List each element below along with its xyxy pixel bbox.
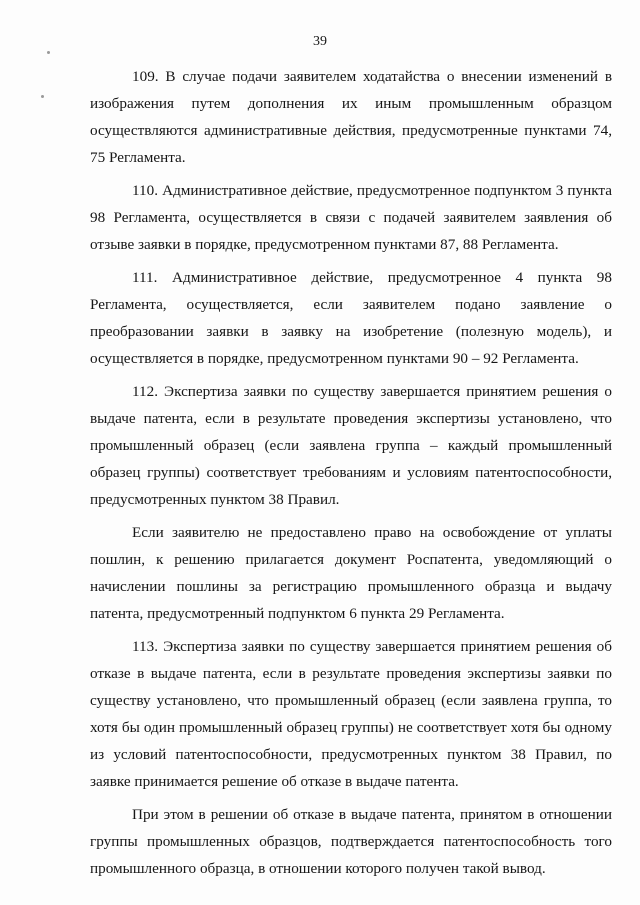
document-body bbox=[90, 63, 612, 888]
paragraph-113: 113. Экспертиза заявки по существу завершается принятием решения об отказе в выдаче патента, если в результате проведения экспертизы заявки по существу установлено, что промышленный образец (если заявлена группа, то хотя бы один промышленный образец группы) не соответствует хотя бы одному из условий патентоспособности, предусмотренных пунктом 38 Правил, по заявке принимается решение об отказе в выдаче патента. bbox=[90, 638, 612, 790]
paragraph-109: 109. В случае подачи заявителем ходатайства о внесении изменений в изображения путем дополнения их иным промышленным образцом осуществляются административные действия, предусмотренные пунктами 74, 75 Регламента. bbox=[90, 68, 612, 166]
scan-speck bbox=[41, 95, 44, 98]
paragraph-113-group: При этом в решении об отказе в выдаче патента, принятом в отношении группы промышленных образцов, подтверждается патентоспособность того промышленного образца, в отношении которого получен такой вывод. bbox=[90, 806, 612, 877]
paragraph-111: 111. Административное действие, предусмотренное 4 пункта 98 Регламента, осуществляется, если заявителем подано заявление о преобразовании заявки в заявку на изобретение (полезную модель), и осуществляется в порядке, предусмотренном пунктами 90 – 92 Регламента. bbox=[90, 269, 612, 367]
page-number: 39 bbox=[313, 34, 327, 49]
scan-speck bbox=[47, 51, 50, 54]
paragraph-112: 112. Экспертиза заявки по существу завершается принятием решения о выдаче патента, если в результате проведения экспертизы установлено, что промышленный образец (если заявлена группа – каждый промышленный образец группы) соответствует требованиям и условиям патентоспособности, предусмотренных пунктом 38 Правил. bbox=[90, 383, 612, 508]
paragraph-112-fee: Если заявителю не предоставлено право на освобождение от уплаты пошлин, к решению прилагается документ Роспатента, уведомляющий о начислении пошлины за регистрацию промышленного образца и выдачу патента, предусмотренный подпунктом 6 пункта 29 Регламента. bbox=[90, 524, 612, 622]
paragraph-110: 110. Административное действие, предусмотренное подпунктом 3 пункта 98 Регламента, осуществляется в связи с подачей заявителем заявления об отзыве заявки в порядке, предусмотренном пунктами 87, 88 Регламента. bbox=[90, 182, 612, 253]
